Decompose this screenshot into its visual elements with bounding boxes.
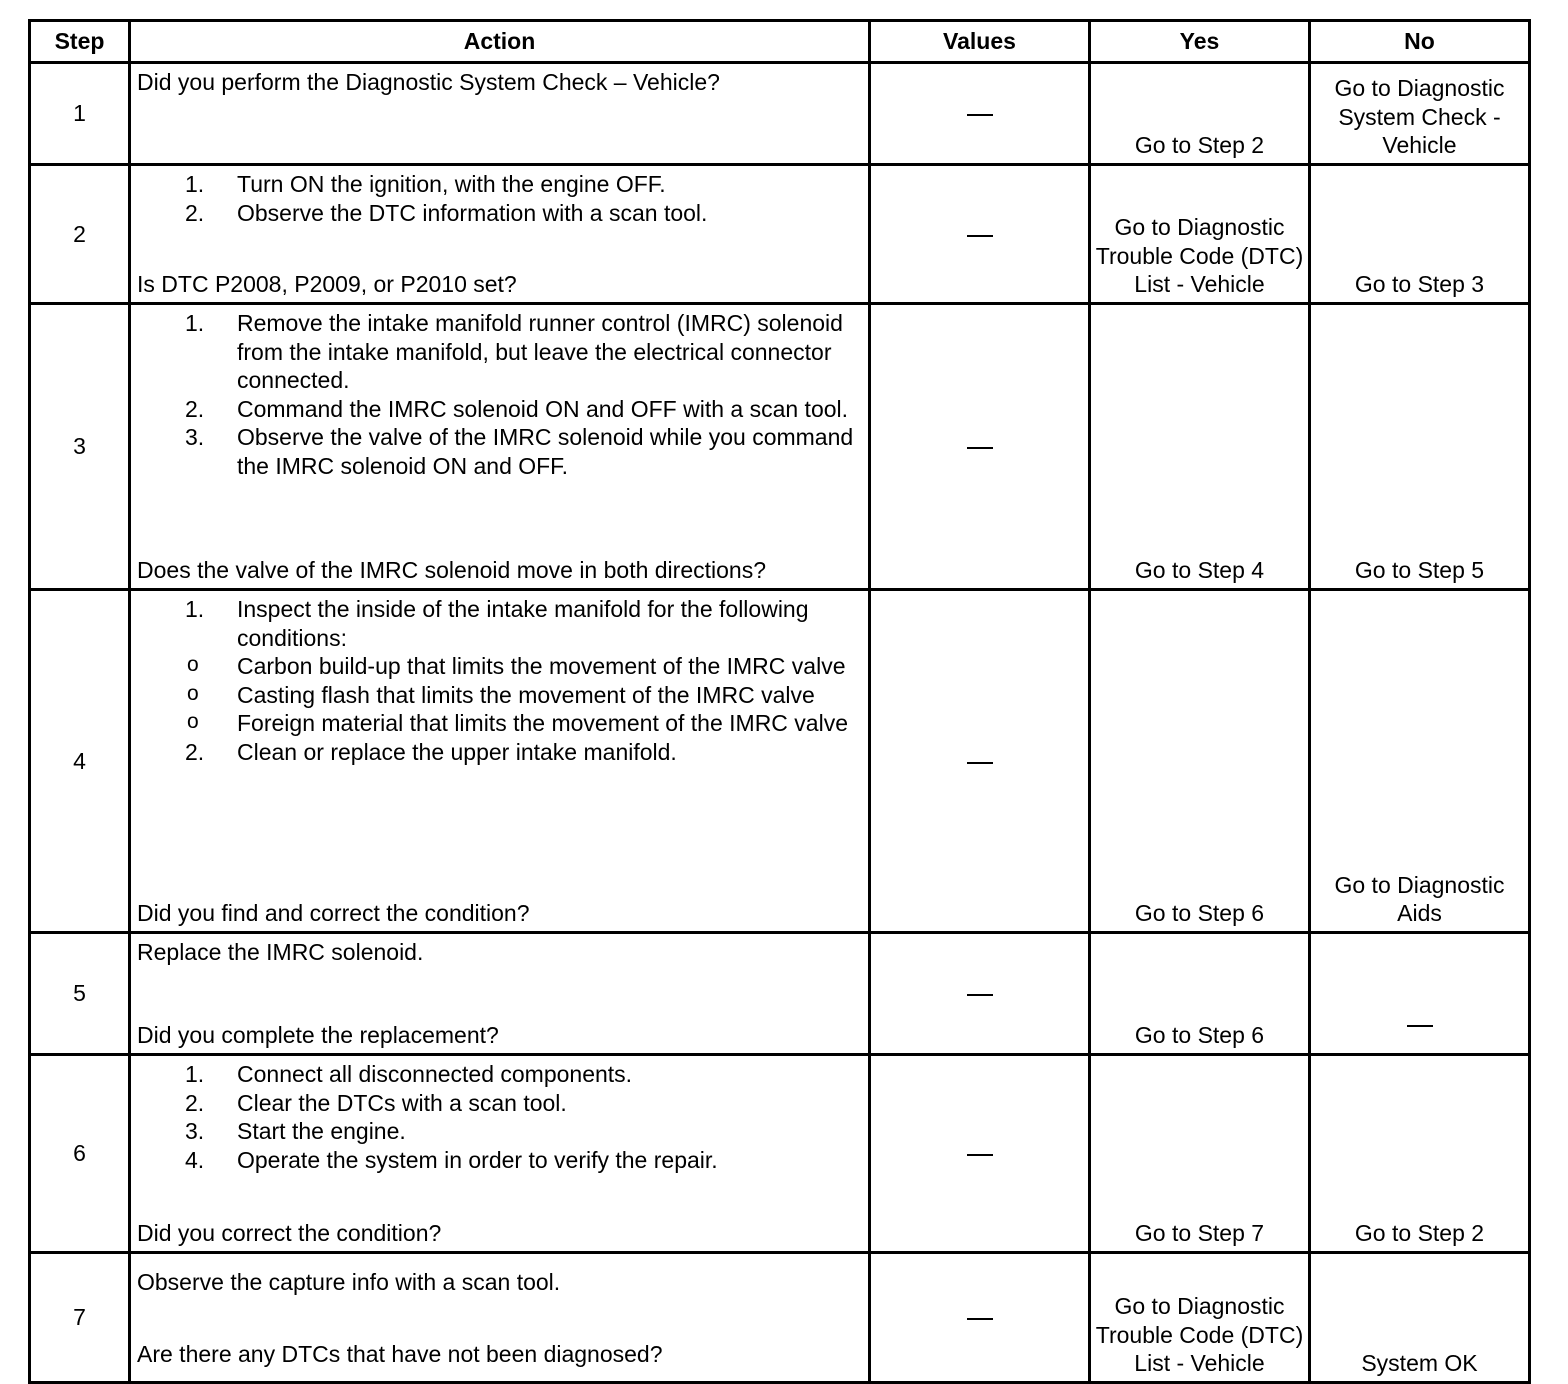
action-cell bbox=[130, 1253, 870, 1383]
sub-list-item: o Foreign material that limits the movement of the IMRC valve bbox=[187, 710, 849, 737]
action-question: Are there any DTCs that have not been diagnosed? bbox=[137, 1341, 663, 1368]
value-dash bbox=[967, 1154, 993, 1156]
list-item: 3. Start the engine. bbox=[185, 1118, 406, 1145]
list-item: 1. Turn ON the ignition, with the engine OFF. bbox=[185, 171, 666, 197]
yes-cell: Go to Diagnostic Trouble Code (DTC) List - Vehicle bbox=[1090, 1253, 1310, 1383]
list-item: 2. Clear the DTCs with a scan tool. bbox=[185, 1089, 567, 1116]
step-number: 2 bbox=[30, 165, 130, 304]
header-values: Values bbox=[870, 21, 1090, 63]
list-item: 2. Clean or replace the upper intake manifold. bbox=[185, 738, 677, 765]
no-cell: Go to Step 2 bbox=[1310, 1055, 1530, 1253]
action-cell bbox=[130, 590, 870, 933]
action-question: Did you correct the condition? bbox=[137, 1220, 442, 1247]
list-item: 3. Observe the valve of the IMRC solenoid while you command the IMRC solenoid ON and OFF. bbox=[185, 424, 854, 479]
action-text: Replace the IMRC solenoid. bbox=[137, 939, 424, 965]
no-cell: Go to Diagnostic Aids bbox=[1310, 590, 1530, 933]
table-row bbox=[30, 590, 1530, 933]
list-item: 2. Command the IMRC solenoid ON and OFF with a scan tool. bbox=[185, 395, 849, 422]
header-no: No bbox=[1310, 21, 1530, 63]
action-text: Observe the capture info with a scan tool. bbox=[137, 1269, 561, 1295]
value-dash bbox=[967, 235, 993, 237]
action-cell bbox=[130, 1055, 870, 1253]
value-cell bbox=[870, 1253, 1090, 1383]
no-cell: Go to Diagnostic System Check - Vehicle bbox=[1310, 63, 1530, 165]
value-cell bbox=[870, 304, 1090, 590]
action-question: Is DTC P2008, P2009, or P2010 set? bbox=[137, 271, 517, 298]
sub-list-item: o Carbon build-up that limits the movement of the IMRC valve bbox=[187, 653, 846, 680]
value-cell bbox=[870, 165, 1090, 304]
list-item: 1. Remove the intake manifold runner control (IMRC) solenoid from the intake manifold, but leave the electrical connector connected. bbox=[185, 310, 843, 394]
header-action: Action bbox=[130, 21, 870, 63]
action-steps bbox=[137, 1060, 864, 1174]
action-question: Does the valve of the IMRC solenoid move in both directions? bbox=[137, 557, 766, 584]
action-text: Did you perform the Diagnostic System Check – Vehicle? bbox=[137, 69, 720, 95]
list-item: 1. Connect all disconnected components. bbox=[185, 1061, 633, 1087]
value-cell bbox=[870, 933, 1090, 1055]
table-row bbox=[30, 165, 1530, 304]
step-number: 7 bbox=[30, 1253, 130, 1383]
list-item: 2. Observe the DTC information with a scan tool. bbox=[185, 199, 708, 226]
action-steps bbox=[137, 595, 864, 767]
sub-list-item: o Casting flash that limits the movement of the IMRC valve bbox=[187, 681, 815, 708]
action-question: Did you complete the replacement? bbox=[137, 1022, 499, 1049]
table-row bbox=[30, 304, 1530, 590]
list-item: 4. Operate the system in order to verify the repair. bbox=[185, 1146, 718, 1173]
value-cell bbox=[870, 590, 1090, 933]
action-steps bbox=[137, 309, 864, 481]
table-row bbox=[30, 1055, 1530, 1253]
step-number: 5 bbox=[30, 933, 130, 1055]
yes-cell: Go to Step 7 bbox=[1090, 1055, 1310, 1253]
no-cell: Go to Step 3 bbox=[1310, 165, 1530, 304]
header-yes: Yes bbox=[1090, 21, 1310, 63]
diagnostic-table bbox=[28, 19, 1531, 1384]
action-cell bbox=[130, 165, 870, 304]
no-cell: System OK bbox=[1310, 1253, 1530, 1383]
action-question: Did you find and correct the condition? bbox=[137, 900, 530, 927]
step-number: 3 bbox=[30, 304, 130, 590]
header-row bbox=[30, 21, 1530, 63]
action-steps bbox=[137, 170, 864, 227]
sub-list bbox=[137, 652, 864, 738]
value-dash bbox=[967, 447, 993, 449]
yes-cell: Go to Diagnostic Trouble Code (DTC) List - Vehicle bbox=[1090, 165, 1310, 304]
no-dash bbox=[1407, 1025, 1433, 1027]
header-step: Step bbox=[30, 21, 130, 63]
action-cell bbox=[130, 933, 870, 1055]
step-number: 6 bbox=[30, 1055, 130, 1253]
step-number: 1 bbox=[30, 63, 130, 165]
action-cell bbox=[130, 63, 870, 165]
no-cell: Go to Step 5 bbox=[1310, 304, 1530, 590]
step-number: 4 bbox=[30, 590, 130, 933]
yes-cell: Go to Step 6 bbox=[1090, 933, 1310, 1055]
value-dash bbox=[967, 1318, 993, 1320]
table-row bbox=[30, 63, 1530, 165]
value-dash bbox=[967, 762, 993, 764]
list-item: 1. Inspect the inside of the intake manifold for the following conditions: o Carbon build-up that limits the movement of the IMRC valve o Casting flash that limits the movement of the IMRC valve o Foreign material that limits the movement of the IMRC valve bbox=[137, 595, 864, 738]
action-cell bbox=[130, 304, 870, 590]
value-cell bbox=[870, 63, 1090, 165]
yes-cell: Go to Step 2 bbox=[1090, 63, 1310, 165]
table-row bbox=[30, 933, 1530, 1055]
no-cell bbox=[1310, 933, 1530, 1055]
yes-cell: Go to Step 6 bbox=[1090, 590, 1310, 933]
table-row bbox=[30, 1253, 1530, 1383]
value-dash bbox=[967, 114, 993, 116]
value-cell bbox=[870, 1055, 1090, 1253]
value-dash bbox=[967, 994, 993, 996]
yes-cell: Go to Step 4 bbox=[1090, 304, 1310, 590]
